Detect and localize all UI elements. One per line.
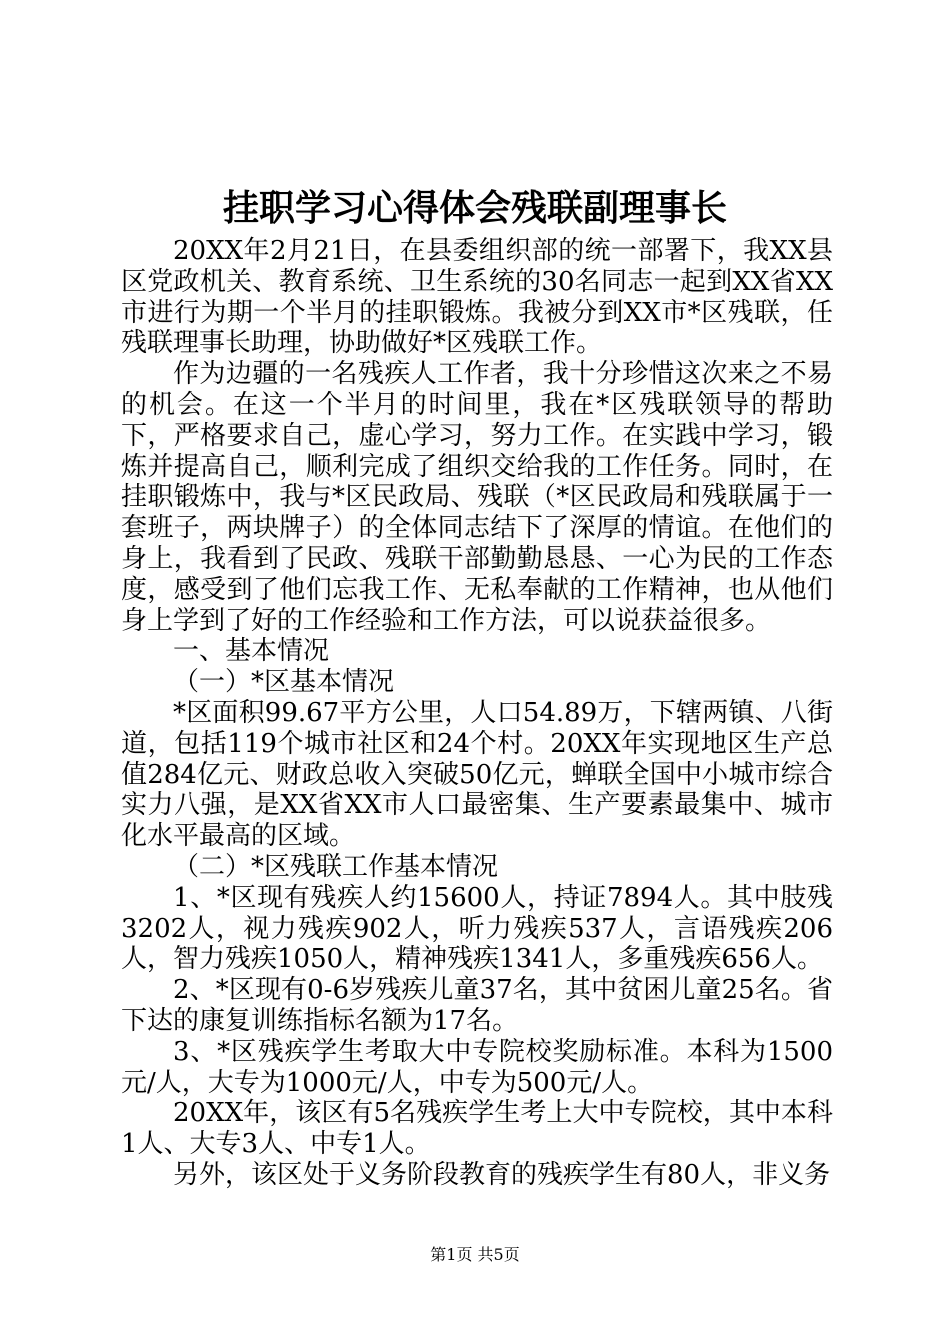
paragraph: 20XX年2月21日，在县委组织部的统一部署下，我XX县区党政机关、教育系统、卫生系统的30名同志一起到XX省XX市进行为期一个半月的挂职锻炼。我被分到XX市*区残联，任残联理事长助理，协助做好*区残联工作。	[121, 236, 833, 359]
subsection-heading: （一）*区基本情况	[173, 667, 395, 698]
paragraph: 作为边疆的一名残疾人工作者，我十分珍惜这次来之不易的机会。在这一个半月的时间里，我在*区残联领导的帮助下，严格要求自己，虚心学习，努力工作。在实践中学习，锻炼并提高自己，顺利完成了组织交给我的工作任务。同时，在挂职锻炼中，我与*区民政局、残联（*区民政局和残联属于一套班子，两块牌子）的全体同志结下了深厚的情谊。在他们的身上，我看到了民政、残联干部勤勤恳恳、一心为民的工作态度，感受到了他们忘我工作、无私奉献的工作精神，也从他们身上学到了好的工作经验和工作方法，可以说获益很多。	[121, 359, 833, 636]
document-body	[121, 236, 833, 1191]
section-heading: 一、基本情况	[173, 636, 330, 667]
document-title: 挂职学习心得体会残联副理事长	[222, 187, 727, 229]
list-item: 3、*区残疾学生考取大中专院校奖励标准。本科为1500元/人，大专为1000元/人，中专为500元/人。	[121, 1036, 833, 1098]
list-item: 2、*区现有0-6岁残疾儿童37名，其中贫困儿童25名。省下达的康复训练指标名额为17名。	[121, 975, 833, 1036]
paragraph: 20XX年，该区有5名残疾学生考上大中专院校，其中本科1人、大专3人、中专1人。	[121, 1098, 833, 1160]
page-footer: 第1页 共5页	[430, 1245, 520, 1264]
paragraph: *区面积99.67平方公里，人口54.89万，下辖两镇、八街道，包括119个城市社区和24个村。20XX年实现地区生产总值284亿元、财政总收入突破50亿元，蝉联全国中小城市综合实力八强，是XX省XX市人口最密集、生产要素最集中、城市化水平最高的区域。	[121, 697, 833, 852]
paragraph: 另外，该区处于义务阶段教育的残疾学生有80人，非义务	[173, 1159, 831, 1190]
subsection-heading: （二）*区残联工作基本情况	[173, 851, 499, 882]
list-item: 1、*区现有残疾人约15600人，持证7894人。其中肢残3202人，视力残疾902人，听力残疾537人，言语残疾206人，智力残疾1050人，精神残疾1341人，多重残疾656人。	[121, 882, 833, 975]
